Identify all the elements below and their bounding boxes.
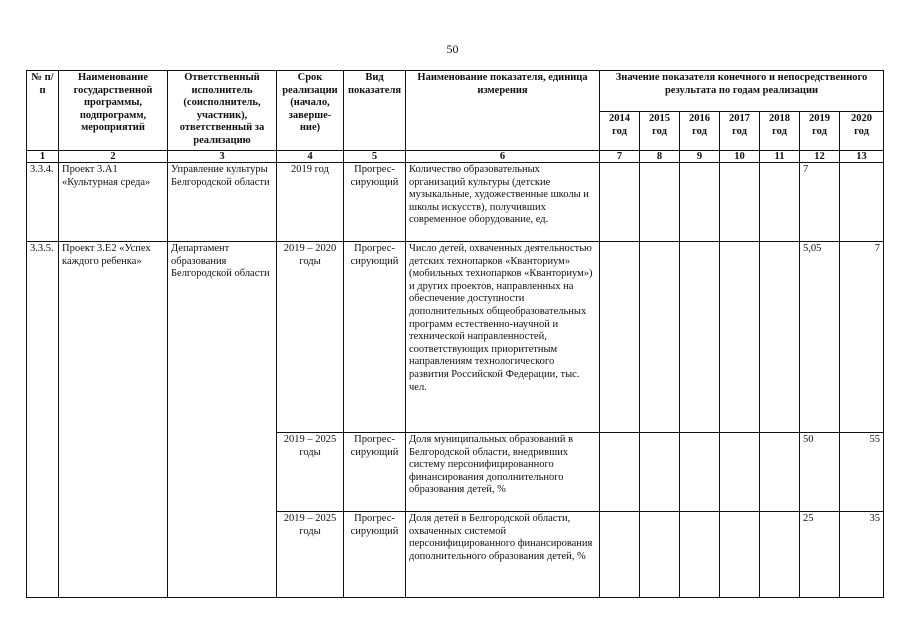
row-value-2016: [680, 163, 720, 242]
row-indicator-type: Прогрес-сирующий: [344, 242, 406, 433]
row-value-2017: [720, 163, 760, 242]
column-number: 3: [168, 151, 277, 163]
header-year-2018: 2018 год: [760, 112, 800, 151]
row-value-2020: 55: [840, 433, 884, 512]
row-number: 3.3.4.: [27, 163, 59, 242]
row-term: 2019 – 2020 годы: [277, 242, 344, 433]
column-number: 13: [840, 151, 884, 163]
row-value-2015: [640, 512, 680, 598]
table-row: [27, 242, 884, 433]
row-value-2018: [760, 512, 800, 598]
header-year-2017: 2017 год: [720, 112, 760, 151]
row-value-2014: [600, 242, 640, 433]
indicators-table: [26, 70, 884, 598]
row-value-2015: [640, 433, 680, 512]
row-indicator: Число детей, охваченных деятельностью детских технопарков «Кванториум» (мобильных технопарков «Кванториум») и других проектов, направленных на обеспечение доступности дополнительных общеобразовательных программ естественно-научной и технической направленностей, соответствующих приоритетным направлениям технологического развития Российской Федерации, тыс. чел.: [406, 242, 600, 433]
row-value-2019: 7: [800, 163, 840, 242]
row-value-2019: 25: [800, 512, 840, 598]
column-number: 5: [344, 151, 406, 163]
row-responsible: Управление культуры Белгородской области: [168, 163, 277, 242]
page-number: 50: [446, 42, 459, 56]
row-value-2016: [680, 433, 720, 512]
row-indicator-type: Прогрес-сирующий: [344, 512, 406, 598]
header-year-2014: 2014 год: [600, 112, 640, 151]
row-value-2018: [760, 433, 800, 512]
row-value-2017: [720, 242, 760, 433]
row-value-2018: [760, 163, 800, 242]
header-year-2015: 2015 год: [640, 112, 680, 151]
row-value-2020: [840, 163, 884, 242]
column-number: 2: [59, 151, 168, 163]
row-indicator: Доля детей в Белгородской области, охваченных системой персонифицированного финансирования дополнительного образования детей, %: [406, 512, 600, 598]
header-indicator-type: Вид показателя: [344, 71, 406, 151]
header-year-2020: 2020 год: [840, 112, 884, 151]
header-year-2016: 2016 год: [680, 112, 720, 151]
row-responsible: Департамент образования Белгородской области: [168, 242, 277, 598]
column-number: 4: [277, 151, 344, 163]
row-value-2014: [600, 512, 640, 598]
header-responsible: Ответственный исполнитель (соисполнитель, участник), ответственный за реализацию: [168, 71, 277, 151]
row-value-2014: [600, 433, 640, 512]
row-value-2014: [600, 163, 640, 242]
row-indicator-type: Прогрес-сирующий: [344, 433, 406, 512]
row-value-2020: 7: [840, 242, 884, 433]
column-number: 12: [800, 151, 840, 163]
column-number: 7: [600, 151, 640, 163]
header-row-1: [27, 71, 884, 112]
header-no: № п/п: [27, 71, 59, 151]
column-numbers-row: [27, 151, 884, 163]
row-indicator-type: Прогрес-сирующий: [344, 163, 406, 242]
row-value-2016: [680, 512, 720, 598]
column-number: 6: [406, 151, 600, 163]
row-value-2017: [720, 512, 760, 598]
row-term: 2019 год: [277, 163, 344, 242]
row-term: 2019 – 2025 годы: [277, 433, 344, 512]
header-program: Наименование государственной программы, подпрограмм, мероприятий: [59, 71, 168, 151]
row-term: 2019 – 2025 годы: [277, 512, 344, 598]
row-indicator: Количество образовательных организаций культуры (детские музыкальные, художественные школы и школы искусств), получивших современное оборудование, ед.: [406, 163, 600, 242]
row-indicator: Доля муниципальных образований в Белгородской области, внедривших систему персонифицированного финансирования дополнительного образования детей, %: [406, 433, 600, 512]
row-value-2018: [760, 242, 800, 433]
row-number: 3.3.5.: [27, 242, 59, 598]
column-number: 10: [720, 151, 760, 163]
column-number: 1: [27, 151, 59, 163]
row-program: Проект 3.А1 «Культурная среда»: [59, 163, 168, 242]
row-value-2019: 50: [800, 433, 840, 512]
row-value-2016: [680, 242, 720, 433]
row-value-2019: 5,05: [800, 242, 840, 433]
header-term: Срок реализации (начало, заверше-ние): [277, 71, 344, 151]
row-value-2017: [720, 433, 760, 512]
header-indicator-name: Наименование показателя, единица измерения: [406, 71, 600, 151]
row-value-2020: 35: [840, 512, 884, 598]
header-values-group: Значение показателя конечного и непосредственного результата по годам реализации: [600, 71, 884, 112]
row-program: Проект 3.Е2 «Успех каждого ребенка»: [59, 242, 168, 598]
header-year-2019: 2019 год: [800, 112, 840, 151]
column-number: 8: [640, 151, 680, 163]
row-value-2015: [640, 242, 680, 433]
column-number: 9: [680, 151, 720, 163]
row-value-2015: [640, 163, 680, 242]
table-row: [27, 163, 884, 242]
column-number: 11: [760, 151, 800, 163]
